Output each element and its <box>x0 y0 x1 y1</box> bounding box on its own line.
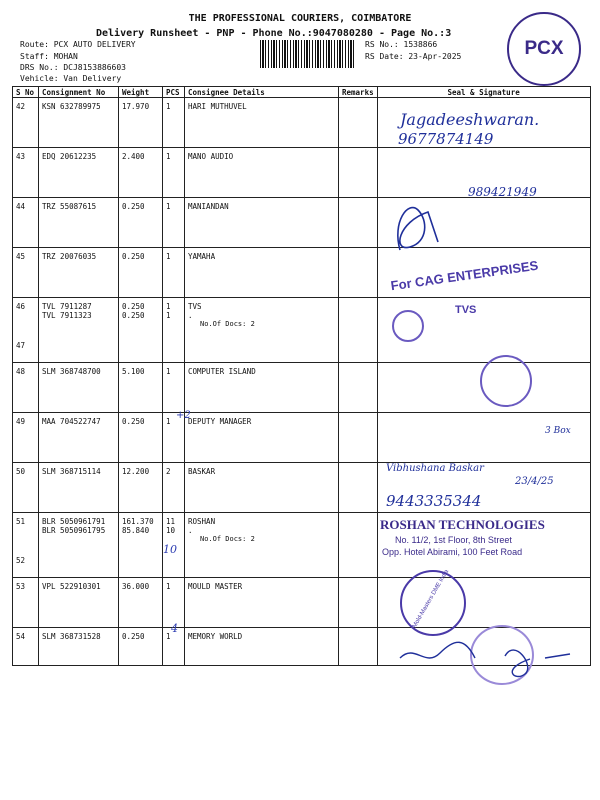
row-pcs: 1 <box>163 148 185 198</box>
row-consignment: KSN 632789975 <box>39 98 119 148</box>
row-sno: 48 <box>13 363 39 413</box>
row-consignment: SLM 368715114 <box>39 463 119 513</box>
row-consignee: MOULD MASTER <box>185 578 339 628</box>
row-pcs: 1 <box>163 363 185 413</box>
name-47: . <box>188 311 193 320</box>
scribble-stroke <box>398 208 438 250</box>
row-remarks <box>339 298 378 363</box>
cons-51: BLR 5050961791 <box>42 517 106 526</box>
row-consignment: SLM 368731528 <box>39 628 119 666</box>
row-weight: 12.200 <box>119 463 163 513</box>
table-row <box>13 463 591 513</box>
table-row <box>13 413 591 463</box>
runsheet-title: Delivery Runsheet - PNP - Phone No.:9047080280 - Page No.:3 <box>96 28 452 39</box>
cons-46: TVL 7911287 <box>42 302 92 311</box>
col-consignee: Consignee Details <box>185 87 339 98</box>
row-remarks <box>339 513 378 578</box>
row-sno: 43 <box>13 148 39 198</box>
roshan-stamp-line2: Opp. Hotel Abirami, 100 Feet Road <box>382 547 523 557</box>
drs-field: DRS No.: DCJ8153886603 <box>20 63 126 72</box>
signature-50-phone: 9443335344 <box>386 492 482 510</box>
name-46: TVS <box>188 302 202 311</box>
row-weight: 2.400 <box>119 148 163 198</box>
row-pcs: 1 <box>163 98 185 148</box>
cons-52: BLR 5050961795 <box>42 526 106 535</box>
row-pcs: 2 <box>163 463 185 513</box>
docs-count: No.Of Docs: 2 <box>200 535 255 543</box>
table-row <box>13 578 591 628</box>
vehicle-field: Vehicle: Van Delivery <box>20 74 122 83</box>
col-signature: Seal & Signature <box>377 87 590 98</box>
row-weight: 17.970 <box>119 98 163 148</box>
box-note: 3 Box <box>545 426 571 436</box>
row-consignment <box>39 513 119 578</box>
signature-43-phone: 989421949 <box>468 185 537 199</box>
row-weight: 0.250 <box>119 628 163 666</box>
row-consignee <box>185 513 339 578</box>
row-sno: 44 <box>13 198 39 248</box>
row-pcs: 1 <box>163 413 185 463</box>
docs-count: No.Of Docs: 2 <box>200 320 255 328</box>
pcx-logo: PCX <box>507 12 581 86</box>
row-weight: 0.250 <box>119 413 163 463</box>
signature-50-name: Vibhushana Baskar <box>386 463 484 474</box>
row-weight: 36.000 <box>119 578 163 628</box>
row-consignee: MANIANDAN <box>185 198 339 248</box>
sno-51: 51 <box>16 517 26 526</box>
row-pcs: 1 <box>163 578 185 628</box>
col-weight: Weight <box>119 87 163 98</box>
route-field: Route: PCX AUTO DELIVERY <box>20 40 136 49</box>
row-consignee: MEMORY WORLD <box>185 628 339 666</box>
row-remarks <box>339 628 378 666</box>
pcs-52: 10 <box>166 526 176 535</box>
row-sno <box>13 298 39 363</box>
row-remarks <box>339 198 378 248</box>
row-consignment: TRZ 20076035 <box>39 248 119 298</box>
row-weight: 5.100 <box>119 363 163 413</box>
row-consignee: COMPUTER ISLAND <box>185 363 339 413</box>
weight-46: 0.250 <box>122 302 145 311</box>
row-remarks <box>339 363 378 413</box>
col-pcs: PCS <box>163 87 185 98</box>
name-47-block <box>188 311 335 328</box>
row-consignment: VPL 522910301 <box>39 578 119 628</box>
signature-54 <box>395 628 575 678</box>
row-remarks <box>339 578 378 628</box>
row-remarks <box>339 98 378 148</box>
col-consignment: Consignment No <box>39 87 119 98</box>
row-consignee: BASKAR <box>185 463 339 513</box>
note-49-plus: +2 <box>176 410 191 421</box>
name-51: ROSHAN <box>188 517 216 526</box>
row-pcs <box>163 298 185 363</box>
col-remarks: Remarks <box>339 87 378 98</box>
weight-47: 0.250 <box>122 311 145 320</box>
pcs-47: 1 <box>166 311 171 320</box>
round-seal-48 <box>480 355 532 407</box>
pcs-46: 1 <box>166 302 171 311</box>
row-consignee: MANO AUDIO <box>185 148 339 198</box>
cons-47: TVL 7911323 <box>42 311 92 320</box>
rs-date-field: RS Date: 23-Apr-2025 <box>365 52 462 61</box>
row-consignee <box>185 298 339 363</box>
row-pcs: 1 <box>163 628 185 666</box>
cag-stamp: For CAG ENTERPRISES <box>389 257 540 294</box>
row-consignment <box>39 298 119 363</box>
note-52-pcs: 10 <box>163 543 177 556</box>
roshan-stamp-line1: No. 11/2, 1st Floor, 8th Street <box>395 535 512 545</box>
row-consignee: HARI MUTHUVEL <box>185 98 339 148</box>
row-consignment: MAA 704522747 <box>39 413 119 463</box>
name-52: . <box>188 526 193 535</box>
row-remarks <box>339 148 378 198</box>
row-signature <box>377 413 590 463</box>
signature-42-name: Jagadeeshwaran. <box>400 110 540 129</box>
row-sno <box>13 513 39 578</box>
row-consignee: YAMAHA <box>185 248 339 298</box>
signature-50-date: 23/4/25 <box>515 476 554 487</box>
row-sno: 54 <box>13 628 39 666</box>
row-consignment: SLM 368748700 <box>39 363 119 413</box>
weight-51: 161.370 <box>122 517 154 526</box>
row-sno: 50 <box>13 463 39 513</box>
row-remarks <box>339 413 378 463</box>
sno-47: 47 <box>16 341 26 350</box>
row-pcs: 1 <box>163 198 185 248</box>
col-sno: S No <box>13 87 39 98</box>
row-weight: 0.250 <box>119 248 163 298</box>
name-52-block <box>188 526 335 543</box>
scribble-signature <box>388 192 448 262</box>
row-consignment: TRZ 55087615 <box>39 198 119 248</box>
row-remarks <box>339 463 378 513</box>
company-name: THE PROFESSIONAL COURIERS, COIMBATORE <box>188 13 412 24</box>
note-54-pcs: 4 <box>171 622 178 635</box>
tvs-stamp: TVS <box>455 304 477 316</box>
sno-52: 52 <box>16 556 26 565</box>
staff-field: Staff: MOHAN <box>20 52 78 61</box>
table-row-double <box>13 298 591 363</box>
row-sno: 49 <box>13 413 39 463</box>
row-remarks <box>339 248 378 298</box>
weight-52: 85.840 <box>122 526 150 535</box>
row-sno: 42 <box>13 98 39 148</box>
roshan-stamp-name: ROSHAN TECHNOLOGIES <box>380 517 545 532</box>
sno-46: 46 <box>16 302 26 311</box>
signature-42-phone: 9677874149 <box>398 130 494 148</box>
row-consignment: EDQ 20612235 <box>39 148 119 198</box>
signature-stroke <box>400 642 570 676</box>
pcs-51: 11 <box>166 517 176 526</box>
rs-no-field: RS No.: 1538866 <box>365 40 438 49</box>
row-sno: 53 <box>13 578 39 628</box>
row-sno: 45 <box>13 248 39 298</box>
table-header-row <box>13 87 591 98</box>
mould-masters-seal <box>400 570 466 636</box>
row-weight <box>119 513 163 578</box>
barcode <box>260 40 355 68</box>
table-row <box>13 198 591 248</box>
row-weight: 0.250 <box>119 198 163 248</box>
row-consignee: DEPUTY MANAGER <box>185 413 339 463</box>
tvs-seal-ring <box>392 310 424 342</box>
row-weight <box>119 298 163 363</box>
mould-masters-stamp-text: Mold-Masters DME India <box>411 568 451 630</box>
row-pcs: 1 <box>163 248 185 298</box>
